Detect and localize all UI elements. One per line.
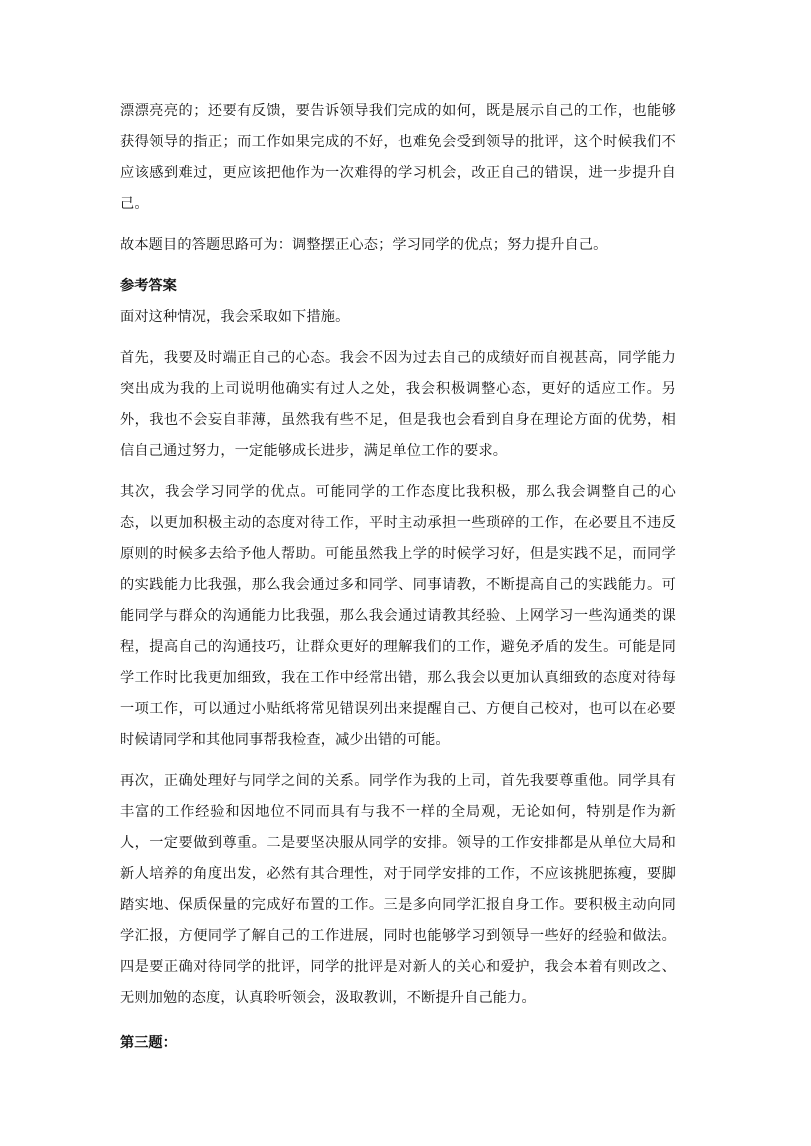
paragraph-feedback: 漂漂亮亮的；还要有反馈，要告诉领导我们完成的如何，既是展示自己的工作，也能够获得领导的指正；而工作如果完成的不好，也难免会受到领导的批评，这个时候我们不应该感到难过，更应该把他作为一次难得的学习机会，改正自己的错误，进一步提升自己。 — [120, 103, 676, 212]
document-body — [120, 96, 676, 1059]
answer-paragraph-second: 其次，我会学习同学的优点。可能同学的工作态度比我积极，那么我会调整自己的心态，以更加积极主动的态度对待工作，平时主动承担一些琐碎的工作，在必要且不违反原则的时候多去给予他人帮助。可能虽然我上学的时候学习好，但是实践不足，而同学的实践能力比我强，那么我会通过多和同学、同事请教，不断提高自己的实践能力。可能同学与群众的沟通能力比我强，那么我会通过请教其经验、上网学习一些沟通类的课程，提高自己的沟通技巧，让群众更好的理解我们的工作，避免矛盾的发生。可能是同学工作时比我更加细致，我在工作中经常出错，那么我会以更加认真细致的态度对待每一项工作，可以通过小贴纸将常见错误列出来提醒自己、方便自己校对，也可以在必要时候请同学和其他同事帮我检查，减少出错的可能。 — [120, 484, 676, 748]
answer-intro: 面对这种情况，我会采取如下措施。 — [120, 309, 350, 325]
answer-paragraph-first: 首先，我要及时端正自己的心态。我会不因为过去自己的成绩好而自视甚高，同学能力突出成为我的上司说明他确实有过人之处，我会积极调整心态，更好的适应工作。另外，我也不会妄自菲薄，虽然我有些不足，但是我也会看到自身在理论方面的优势，相信自己通过努力，一定能够成长进步，满足单位工作的要求。 — [120, 350, 676, 459]
next-question-heading: 第三题： — [120, 1035, 177, 1051]
answer-heading: 参考答案 — [120, 278, 177, 294]
answer-paragraph-third: 再次，正确处理好与同学之间的关系。同学作为我的上司，首先我要尊重他。同学具有丰富的工作经验和因地位不同而具有与我不一样的全局观，无论如何，特别是作为新人，一定要做到尊重。二是要坚决服从同学的安排。领导的工作安排都是从单位大局和新人培养的角度出发，必然有其合理性，对于同学安排的工作，不应该挑肥拣瘦，要脚踏实地、保质保量的完成好布置的工作。三是多向同学汇报自身工作。要积极主动向同学汇报，方便同学了解自己的工作进展，同时也能够学习到领导一些好的经验和做法。四是要正确对待同学的批评，同学的批评是对新人的关心和爱护，我会本着有则改之、无则加勉的态度，认真聆听领会，汲取教训，不断提升自己能力。 — [120, 773, 676, 1006]
paragraph-answer-approach: 故本题目的答题思路可为：调整摆正心态；学习同学的优点；努力提升自己。 — [120, 237, 608, 253]
